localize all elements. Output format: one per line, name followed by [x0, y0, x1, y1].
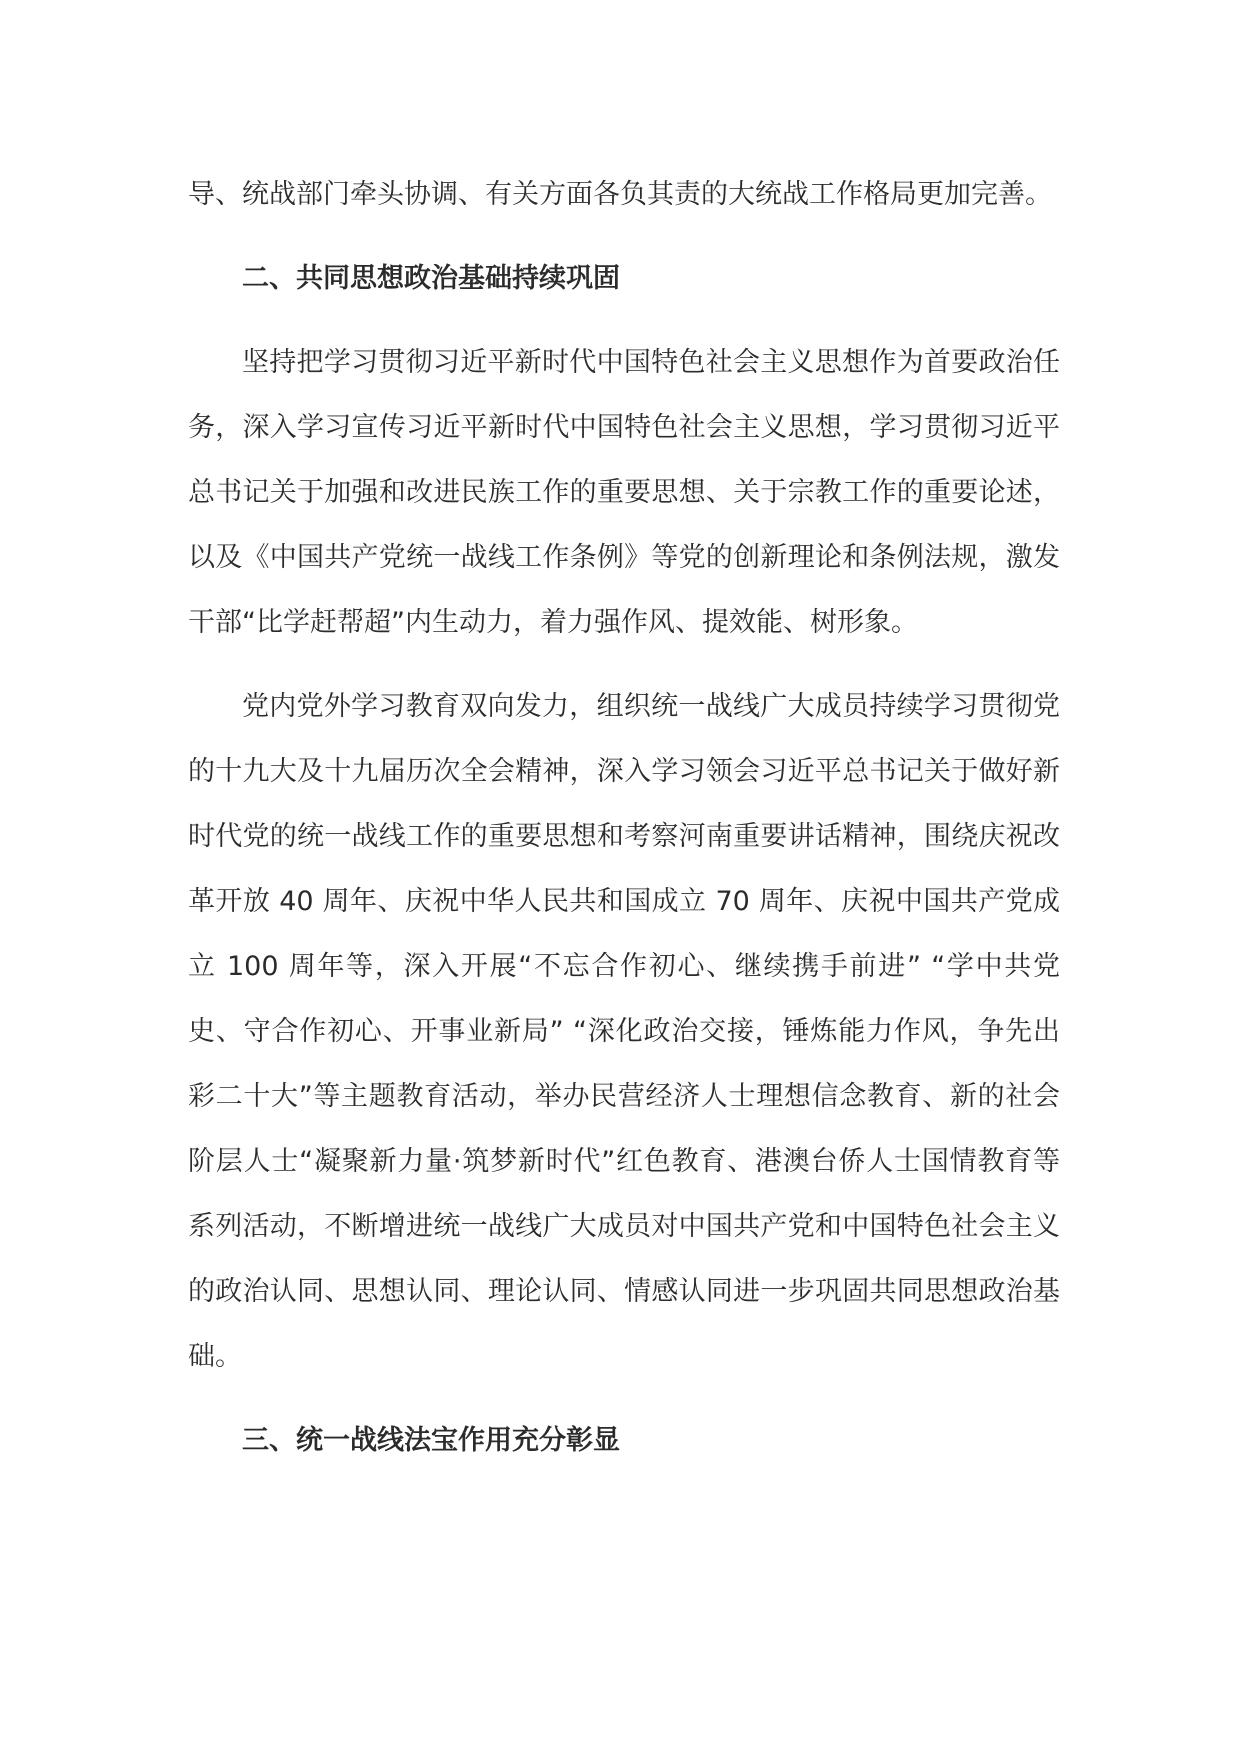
paragraph-education-activities: 党内党外学习教育双向发力，组织统一战线广大成员持续学习贯彻党的十九大及十九届历次全会精神，深入学习领会习近平总书记关于做好新时代党的统一战线工作的重要思想和考察河南重要讲话精神，围绕庆祝改革开放 40 周年、庆祝中华人民共和国成立 70 周年、庆祝中国共产党成立 100 周年等，深入开展“不忘合作初心、继续携手前进” “学中共党史、守合作初心、开事业新局” “深化政治交接，锤炼能力作风，争先出彩二十大”等主题教育活动，举办民营经济人士理想信念教育、新的社会阶层人士“凝聚新力量·筑梦新时代”红色教育、港澳台侨人士国情教育等系列活动，不断增进统一战线广大成员对中国共产党和中国特色社会主义的政治认同、思想认同、理论认同、情感认同进一步巩固共同思想政治基础。: [188, 691, 1060, 1372]
section-heading-3: 三、统一战线法宝作用充分彰显: [242, 1425, 620, 1456]
paragraph-study-thought: 坚持把学习贯彻习近平新时代中国特色社会主义思想作为首要政治任务，深入学习宣传习近平新时代中国特色社会主义思想，学习贯彻习近平总书记关于加强和改进民族工作的重要思想、关于宗教工作的重要论述，以及《中国共产党统一战线工作条例》等党的创新理论和条例法规，激发干部“比学赶帮超”内生动力，着力强作风、提效能、树形象。: [188, 347, 1060, 638]
section-heading-2: 二、共同思想政治基础持续巩固: [242, 263, 620, 294]
document-body: [188, 162, 1060, 1492]
paragraph-continued: 导、统战部门牵头协调、有关方面各负其责的大统战工作格局更加完善。: [188, 179, 1052, 210]
